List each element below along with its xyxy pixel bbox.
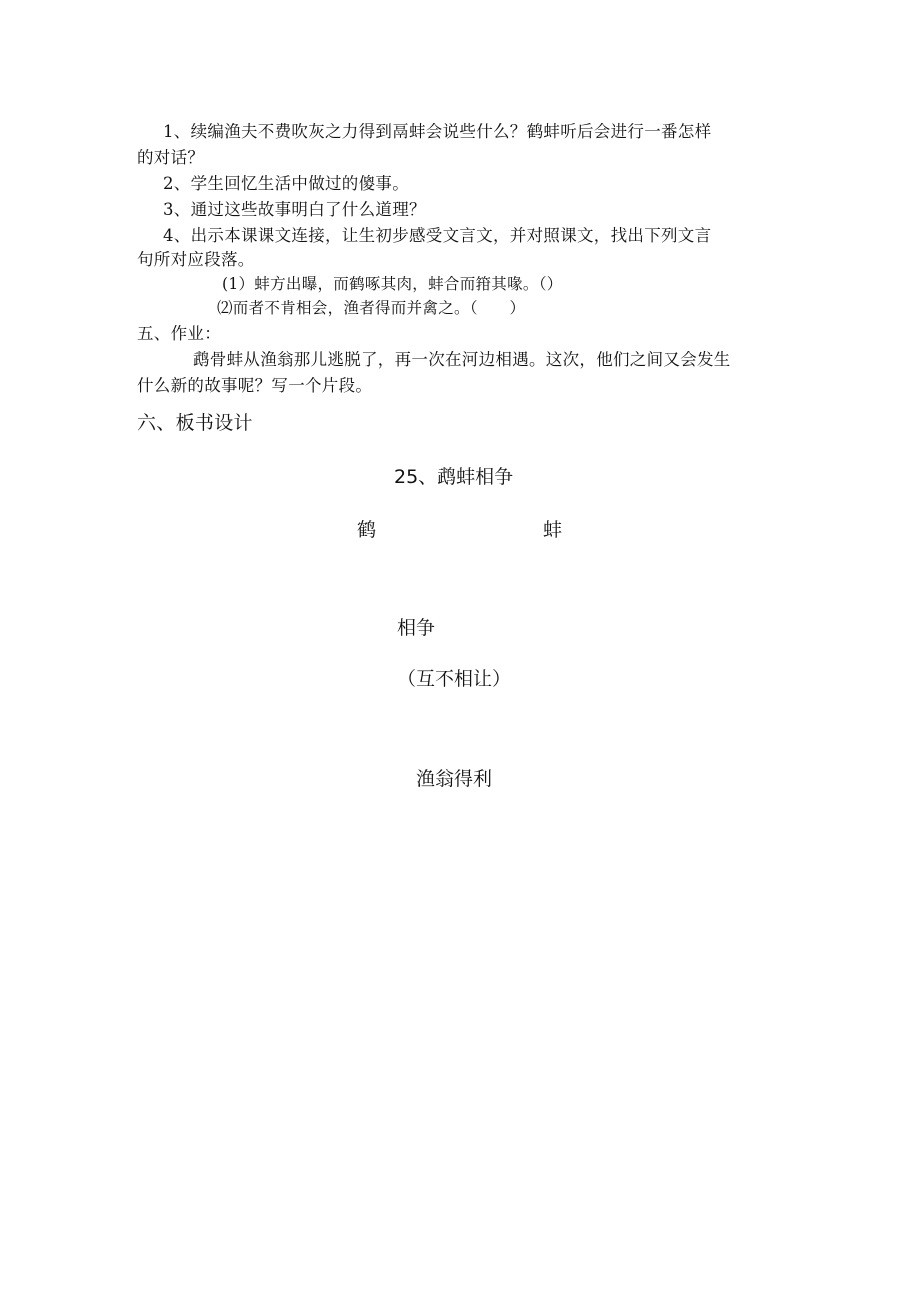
homework-line-1: 鹉骨蚌从渔翁那儿逃脱了，再一次在河边相遇。这次，他们之间又会发生 (193, 350, 731, 369)
step-4-line-2: 句所对应段落。 (137, 250, 255, 269)
step-4-line-1: 4、出示本课课文连接，让生初步感受文言文，并对照课文，找出下列文言 (163, 226, 712, 245)
board-middle-word: 相争 (397, 617, 436, 639)
sentence-1: (1）蚌方出曝，而鹤啄其肉，蚌合而箝其喙。（） (222, 275, 563, 293)
step-3: 3、通过这些故事明白了什么道理？ (163, 200, 426, 219)
homework-title: 五、作业： (137, 324, 221, 343)
sentence-2: ⑵而者不肯相会，渔者得而并禽之。（ ） (217, 299, 526, 317)
board-right-word: 蚌 (543, 519, 563, 541)
step-2: 2、学生回忆生活中做过的傻事。 (163, 174, 409, 193)
board-design-title: 六、板书设计 (137, 412, 253, 434)
board-result: 渔翁得利 (416, 768, 493, 790)
step-1-line-2: 的对话？ (137, 148, 205, 167)
step-1-line-1: 1、续编渔夫不费吹灰之力得到鬲蚌会说些什么？鹤蚌听后会进行一番怎样 (163, 122, 712, 141)
lesson-title: 25、鹉蚌相争 (394, 466, 514, 488)
homework-line-2: 什么新的故事呢？写一个片段。 (137, 376, 373, 395)
board-middle-note: （互不相让） (397, 668, 512, 690)
board-left-word: 鹤 (357, 519, 377, 541)
